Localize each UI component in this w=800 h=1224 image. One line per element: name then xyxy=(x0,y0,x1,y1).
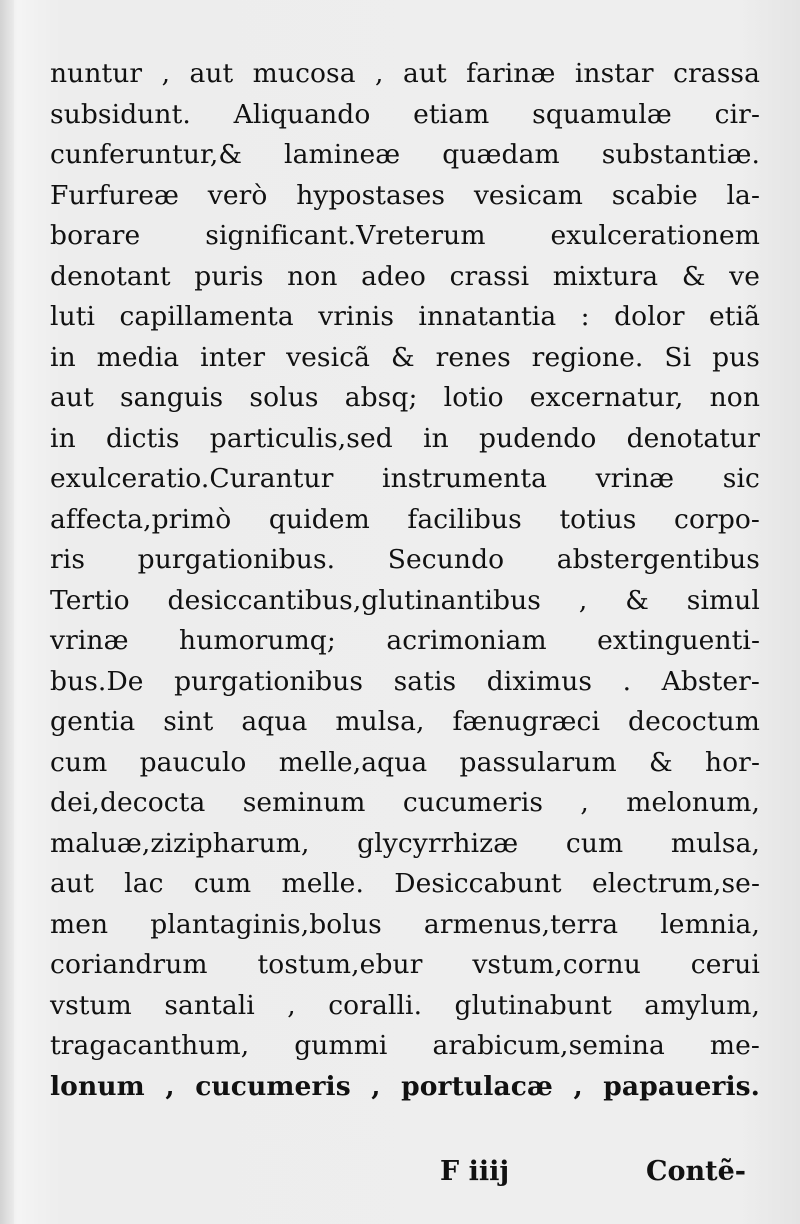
text-line: in dictis particulis,sed in pudendo denotatur xyxy=(50,422,760,454)
text-line: cunferuntur,& lamineæ quædam substantiæ. xyxy=(50,139,760,170)
text-line: cum pauculo melle,aqua passularum & hor- xyxy=(50,746,760,778)
text-line: Tertio desiccantibus,glutinantibus , & simul xyxy=(50,584,760,616)
page-binding-edge xyxy=(0,0,14,1224)
text-line: subsidunt. Aliquando etiam squamulæ cir- xyxy=(50,98,760,130)
text-line: denotant puris non adeo crassi mixtura & ve xyxy=(50,260,760,292)
text-line: bus.De purgationibus satis diximus . Abster- xyxy=(50,665,760,697)
text-line: Furfureæ verò hypostases vesicam scabie la- xyxy=(50,179,760,211)
text-line: luti capillamenta vrinis innatantia : dolor etiã xyxy=(50,301,760,332)
signature-mark: F iiij xyxy=(440,1156,510,1187)
text-line: aut lac cum melle. Desiccabunt electrum,se- xyxy=(50,868,760,899)
text-line: nuntur , aut mucosa , aut farinæ instar crassa xyxy=(50,58,760,89)
text-line: coriandrum tostum,ebur vstum,cornu cerui xyxy=(50,949,760,980)
text-line: borare significant.Vreterum exulcerationem xyxy=(50,220,760,251)
text-line: affecta,primò quidem facilibus totius corpo- xyxy=(50,503,760,535)
text-line: dei,decocta seminum cucumeris , melonum, xyxy=(50,787,760,818)
page-footer xyxy=(0,1150,800,1194)
text-line: lonum , cucumeris , portulacæ , papaueris. xyxy=(50,1070,760,1102)
text-line: maluæ,zizipharum, glycyrrhizæ cum mulsa, xyxy=(50,827,760,859)
text-line: gentia sint aqua mulsa, fænugræci decoctum xyxy=(50,706,760,737)
catchword: Contẽ- xyxy=(646,1156,746,1187)
text-line: in media inter vesicã & renes regione. Si pus xyxy=(50,341,760,373)
text-line: men plantaginis,bolus armenus,terra lemnia, xyxy=(50,908,760,940)
text-line: exulceratio.Curantur instrumenta vrinæ sic xyxy=(50,463,760,494)
text-line: ris purgationibus. Secundo abstergentibus xyxy=(50,544,760,575)
text-line: aut sanguis solus absq; lotio excernatur, non xyxy=(50,382,760,413)
text-line: tragacanthum, gummi arabicum,semina me- xyxy=(50,1030,760,1061)
body-text xyxy=(50,54,760,1107)
text-line: vstum santali , coralli. glutinabunt amylum, xyxy=(50,989,760,1021)
text-line: vrinæ humorumq; acrimoniam extinguenti- xyxy=(50,625,760,656)
